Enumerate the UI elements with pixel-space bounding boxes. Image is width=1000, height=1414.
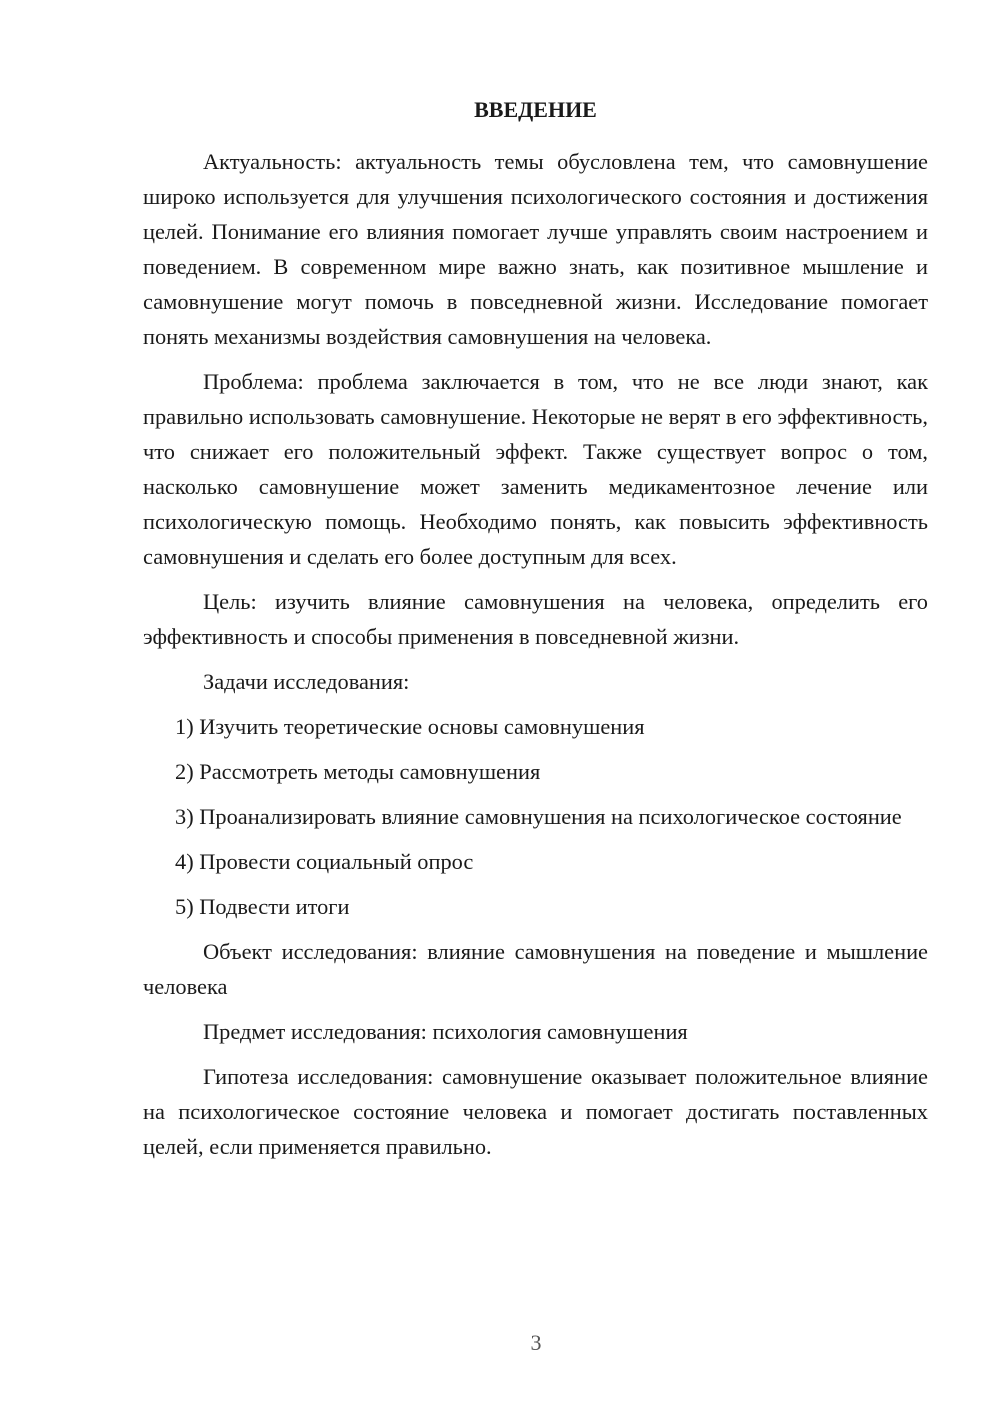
paragraph-subject: Предмет исследования: психология самовнушения [203,1019,688,1044]
list-item: 2) Рассмотреть методы самовнушения [175,759,541,784]
paragraph-object: Объект исследования: влияние самовнушения на поведение и мышление человека [143,939,928,999]
list-item: 4) Провести социальный опрос [175,849,474,874]
paragraph-tasks-heading: Задачи исследования: [203,669,410,694]
list-item: 5) Подвести итоги [175,894,350,919]
list-item: 3) Проанализировать влияние самовнушения на психологическое состояние [175,804,902,829]
paragraph-goal: Цель: изучить влияние самовнушения на человека, определить его эффективность и способы применения в повседневной жизни. [143,589,928,649]
paragraph-problem: Проблема: проблема заключается в том, что не все люди знают, как правильно использовать самовнушение. Некоторые не верят в его эффективность, что снижает его положительный эффект. Также существует вопрос о том, насколько самовнушение может заменить медикаментозное лечение или психологическую помощь. Необходимо понять, как повысить эффективность самовнушения и сделать его более доступным для всех. [143,369,928,569]
tasks-list [143,709,928,924]
page-number: 3 [530,1330,542,1355]
paragraph-hypothesis: Гипотеза исследования: самовнушение оказывает положительное влияние на психологическое состояние человека и помогает достигать поставленных целей, если применяется правильно. [143,1064,928,1159]
page-content [143,92,928,1174]
list-item: 1) Изучить теоретические основы самовнушения [175,714,645,739]
paragraph-relevance: Актуальность: актуальность темы обусловлена тем, что самовнушение широко используется для улучшения психологического состояния и достижения целей. Понимание его влияния помогает лучше управлять своим настроением и поведением. В современном мире важно знать, как позитивное мышление и самовнушение могут помочь в повседневной жизни. Исследование помогает понять механизмы воздействия самовнушения на человека. [143,149,928,349]
page-title: ВВЕДЕНИЕ [474,97,597,122]
